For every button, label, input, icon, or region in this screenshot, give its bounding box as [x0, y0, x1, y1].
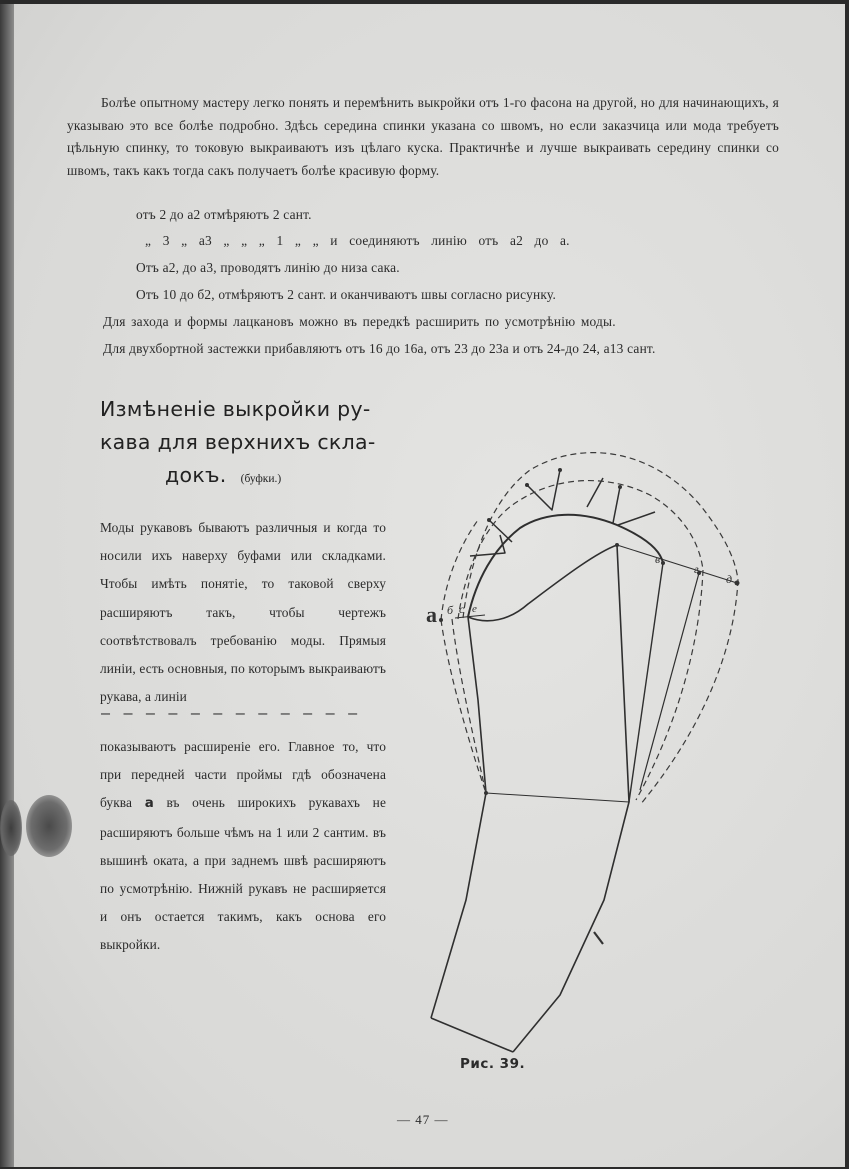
body-paragraph-2-before: показываютъ расширеніе его. Главное то, что при передней части проймы гдѣ обозначена буква: [100, 739, 386, 811]
point-marker: [439, 618, 443, 622]
measurement-line-6: Для двухбортной застежки прибавляютъ отъ 16 до 16а, отъ 23 до 23а и отъ 24-до 24, а13 сант.: [103, 341, 656, 356]
point-marker: [558, 468, 562, 472]
measurement-line-2: „ 3 „ а3 „ „ „ 1 „ „ и соединяютъ линію отъ а2 до а.: [145, 233, 570, 248]
point-marker: [487, 518, 491, 522]
figure-label-g: г: [694, 562, 699, 576]
body-paragraph-1: Моды рукавовъ бываютъ различныя и когда то носили ихъ наверху буфами или складками. Чтобы имѣть понятіе, то таковой сверху расширяютъ такъ, чтобы чертежъ соотвѣтствовалъ требованію моды. Прямыя линіи, есть основныя, по которымъ выкраиваютъ рукава, а линіи: [100, 520, 386, 705]
sleeve-hem-line: [431, 1018, 513, 1052]
figure-label-c: с: [459, 602, 465, 616]
measurement-line-3: Отъ а2, до а3, проводятъ линію до низа сака.: [136, 260, 400, 275]
pleat-4: [587, 478, 603, 507]
point-marker: [661, 561, 665, 565]
section-title-line-2: кава для верхнихъ скла-: [100, 430, 376, 454]
measurement-line-1: отъ 2 до а2 отмѣряютъ 2 сант.: [136, 207, 312, 222]
intro-paragraph: Болѣе опытному мастеру легко понять и перемѣнить выкройки отъ 1-го фасона на другой, но для начинающихъ, я указываю это все болѣе подробно. Здѣсь середина спинки указана со швомъ, но если заказчица или мода требуетъ цѣльную спинку, то токовую выкраиваютъ изъ цѣлаго куска. Практичнѣе и лучше выкраивать середину спинки со швомъ, такъ какъ тогда сакъ получаетъ болѣе красивую форму.: [67, 95, 779, 178]
upper-curve-solid: [468, 515, 663, 617]
dash-line-sample: — — — — — — — — — — — —: [101, 704, 360, 722]
dashed-curve-middle: [458, 481, 703, 619]
sleeve-cap-curve: [468, 545, 617, 621]
section-title-line-3: докъ.: [165, 463, 227, 487]
point-marker: [618, 485, 622, 489]
dashed-front-outer: [640, 580, 738, 805]
pleat-6: [618, 512, 655, 525]
section-title-note: (буфки.): [240, 473, 282, 485]
figure-label-d: д: [726, 572, 733, 586]
figure-caption: Рис. 39.: [460, 1056, 526, 1072]
sleeve-back-line: [431, 617, 486, 1018]
point-marker: [525, 483, 529, 487]
pleat-5: [613, 487, 620, 523]
point-marker: [484, 791, 488, 795]
elbow-line: [486, 793, 629, 802]
section-title-line-1: Измѣненіе выкройки ру-: [100, 397, 371, 421]
figure-label-e: е: [472, 603, 477, 615]
guide-line-3: [640, 573, 699, 790]
figure-label-b: б: [447, 603, 454, 617]
pleat-3: [527, 470, 560, 510]
figure-label-a: а: [426, 602, 437, 627]
measurement-line-5: Для захода и формы лацкановъ можно въ передкѣ расширить по усмотрѣнію моды.: [103, 314, 616, 329]
pleat-1: [470, 535, 505, 556]
page-number: — 47 —: [397, 1112, 449, 1127]
pen-mark: [594, 932, 603, 944]
measurement-line-4: Отъ 10 до б2, отмѣряютъ 2 сант. и оканчиваютъ швы согласно рисунку.: [136, 287, 556, 302]
point-marker: [735, 581, 740, 586]
figure-label-v: в: [655, 552, 661, 566]
body-paragraph-2-after: въ очень широкихъ рукавахъ не расширяютъ больше чѣмъ на 1 или 2 сантим. въ вышинѣ оката, а при заднемъ швѣ расширяютъ по усмотрѣнію. Нижній рукавъ не расширяется и онъ остается такимъ, какъ основа его выкройки.: [100, 795, 386, 953]
point-marker: [615, 543, 619, 547]
guide-line-1: [617, 545, 737, 583]
dashed-back-middle: [452, 619, 486, 793]
letter-a: а: [144, 796, 154, 812]
